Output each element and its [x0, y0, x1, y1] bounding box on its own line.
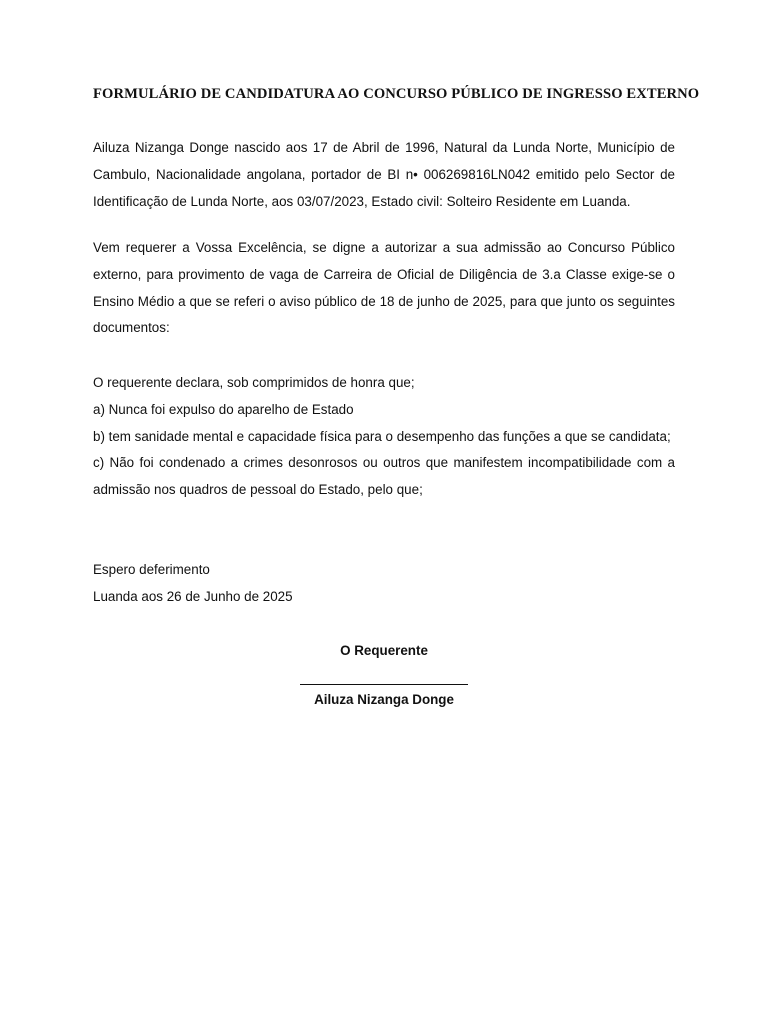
applicant-identification-paragraph: Ailuza Nizanga Donge nascido aos 17 de Abril de 1996, Natural da Lunda Norte, Município de Cambulo, Nacionalidade angolana, portador de BI n• 006269816LN042 emitido pelo Sector de Identificação de Lunda Norte, aos 03/07/2023, Estado civil: Solteiro Residente em Luanda. — [93, 140, 675, 209]
signature-label: O Requerente — [340, 643, 428, 658]
declaration-intro: O requerente declara, sob comprimidos de honra que; — [93, 375, 415, 390]
closing-section — [93, 557, 675, 611]
signature-name: Ailuza Nizanga Donge — [314, 692, 454, 707]
document-title: FORMULÁRIO DE CANDIDATURA AO CONCURSO PÚBLICO DE INGRESSO EXTERNO — [93, 86, 700, 102]
request-paragraph: Vem requerer a Vossa Excelência, se digne a autorizar a sua admissão ao Concurso Público externo, para provimento de vaga de Carreira de Oficial de Diligência de 3.a Classe exige-se o Ensino Médio a que se referi o aviso público de 18 de junho de 2025, para que junto os seguintes documentos: — [93, 240, 675, 336]
declaration-item-c: c) Não foi condenado a crimes desonrosos ou outros que manifestem incompatibilidade com a admissão nos quadros de pessoal do Estado, pelo que; — [93, 455, 675, 498]
closing-request: Espero deferimento — [93, 562, 210, 577]
signature-block — [234, 640, 534, 711]
declaration-item-a: a) Nunca foi expulso do aparelho de Estado — [93, 401, 354, 417]
declaration-section — [93, 370, 675, 504]
closing-place-date: Luanda aos 26 de Junho de 2025 — [93, 588, 293, 604]
signature-line — [300, 672, 468, 685]
declaration-item-b: b) tem sanidade mental e capacidade física para o desempenho das funções a que se candidata; — [93, 428, 671, 444]
